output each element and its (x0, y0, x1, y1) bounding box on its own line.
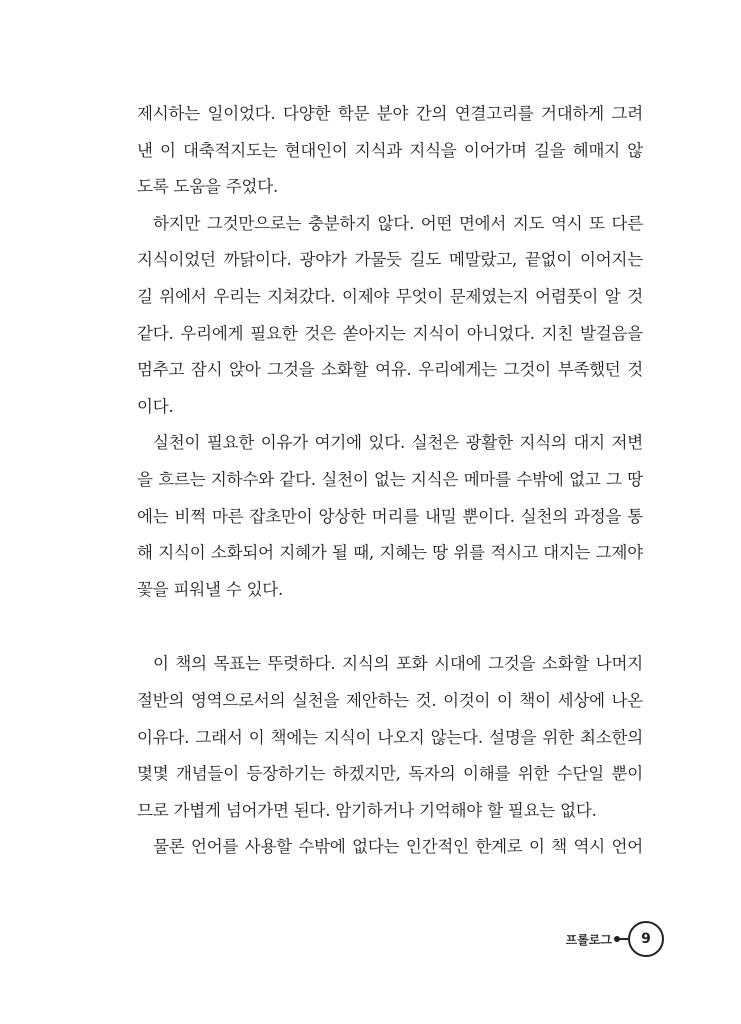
section-break (137, 608, 643, 646)
text-line: 제시하는 일이었다. 다양한 학문 분야 간의 연결고리를 거대하게 그려 (137, 104, 643, 123)
paragraph (137, 646, 643, 829)
text-line: 이유다. 그래서 이 책에는 지식이 나오지 않는다. 설명을 위한 최소한의 (137, 727, 643, 747)
text-line: 이 책의 목표는 뚜렷하다. 지식의 포화 시대에 그것을 소화할 나머지 (153, 654, 643, 674)
paragraph (137, 829, 643, 866)
text-line: 을 흐르는 지하수와 같다. 실천이 없는 지식은 메마를 수밖에 없고 그 땅 (137, 469, 643, 489)
text-line: 물론 언어를 사용할 수밖에 없다는 인간적인 한계로 이 책 역시 언어 (153, 837, 643, 857)
text-line: 이다. (137, 396, 174, 416)
text-line: 지식이었던 까닭이다. 광야가 가물듯 길도 메말랐고, 끝없이 이어지는 (137, 250, 643, 270)
page-footer (566, 921, 664, 957)
text-line: 몇몇 개념들이 등장하기는 하겠지만, 독자의 이해를 위한 수단일 뿐이 (137, 764, 643, 784)
text-line: 길 위에서 우리는 지쳐갔다. 이제야 무엇이 문제였는지 어렴풋이 알 것 (137, 286, 643, 306)
paragraph (137, 206, 643, 426)
text-line: 꽃을 피워낼 수 있다. (137, 579, 284, 599)
text-line: 해 지식이 소화되어 지혜가 될 때, 지혜는 땅 위를 적시고 대지는 그제야 (137, 543, 643, 563)
text-line: 멈추고 잠시 앉아 그것을 소화할 여유. 우리에게는 그것이 부족했던 것 (137, 360, 643, 380)
paragraph (137, 425, 643, 608)
paragraph (137, 96, 643, 206)
text-line: 낸 이 대축적지도는 현대인이 지식과 지식을 이어가며 길을 헤매지 않 (137, 140, 643, 160)
text-line: 같다. 우리에게 필요한 것은 쏟아지는 지식이 아니었다. 지친 발걸음을 (137, 323, 643, 343)
text-line: 실천이 필요한 이유가 여기에 있다. 실천은 광활한 지식의 대지 저변 (153, 433, 643, 453)
text-line: 절반의 영역으로서의 실천을 제안하는 것. 이것이 이 책이 세상에 나온 (137, 690, 643, 710)
section-label: 프롤로그 (565, 932, 612, 947)
text-line: 에는 비쩍 마른 잡초만이 앙상한 머리를 내밀 뿐이다. 실천의 과정을 통 (137, 506, 643, 526)
text-line: 하지만 그것만으로는 충분하지 않다. 어떤 면에서 지도 역시 또 다른 (153, 213, 643, 233)
text-line: 므로 가볍게 넘어가면 된다. 암기하거나 기억해야 할 필요는 없다. (137, 800, 597, 820)
connector-line (620, 938, 628, 940)
text-line: 도록 도움을 주었다. (137, 177, 279, 197)
page-number: 9 (628, 921, 664, 957)
page-body (137, 96, 643, 866)
